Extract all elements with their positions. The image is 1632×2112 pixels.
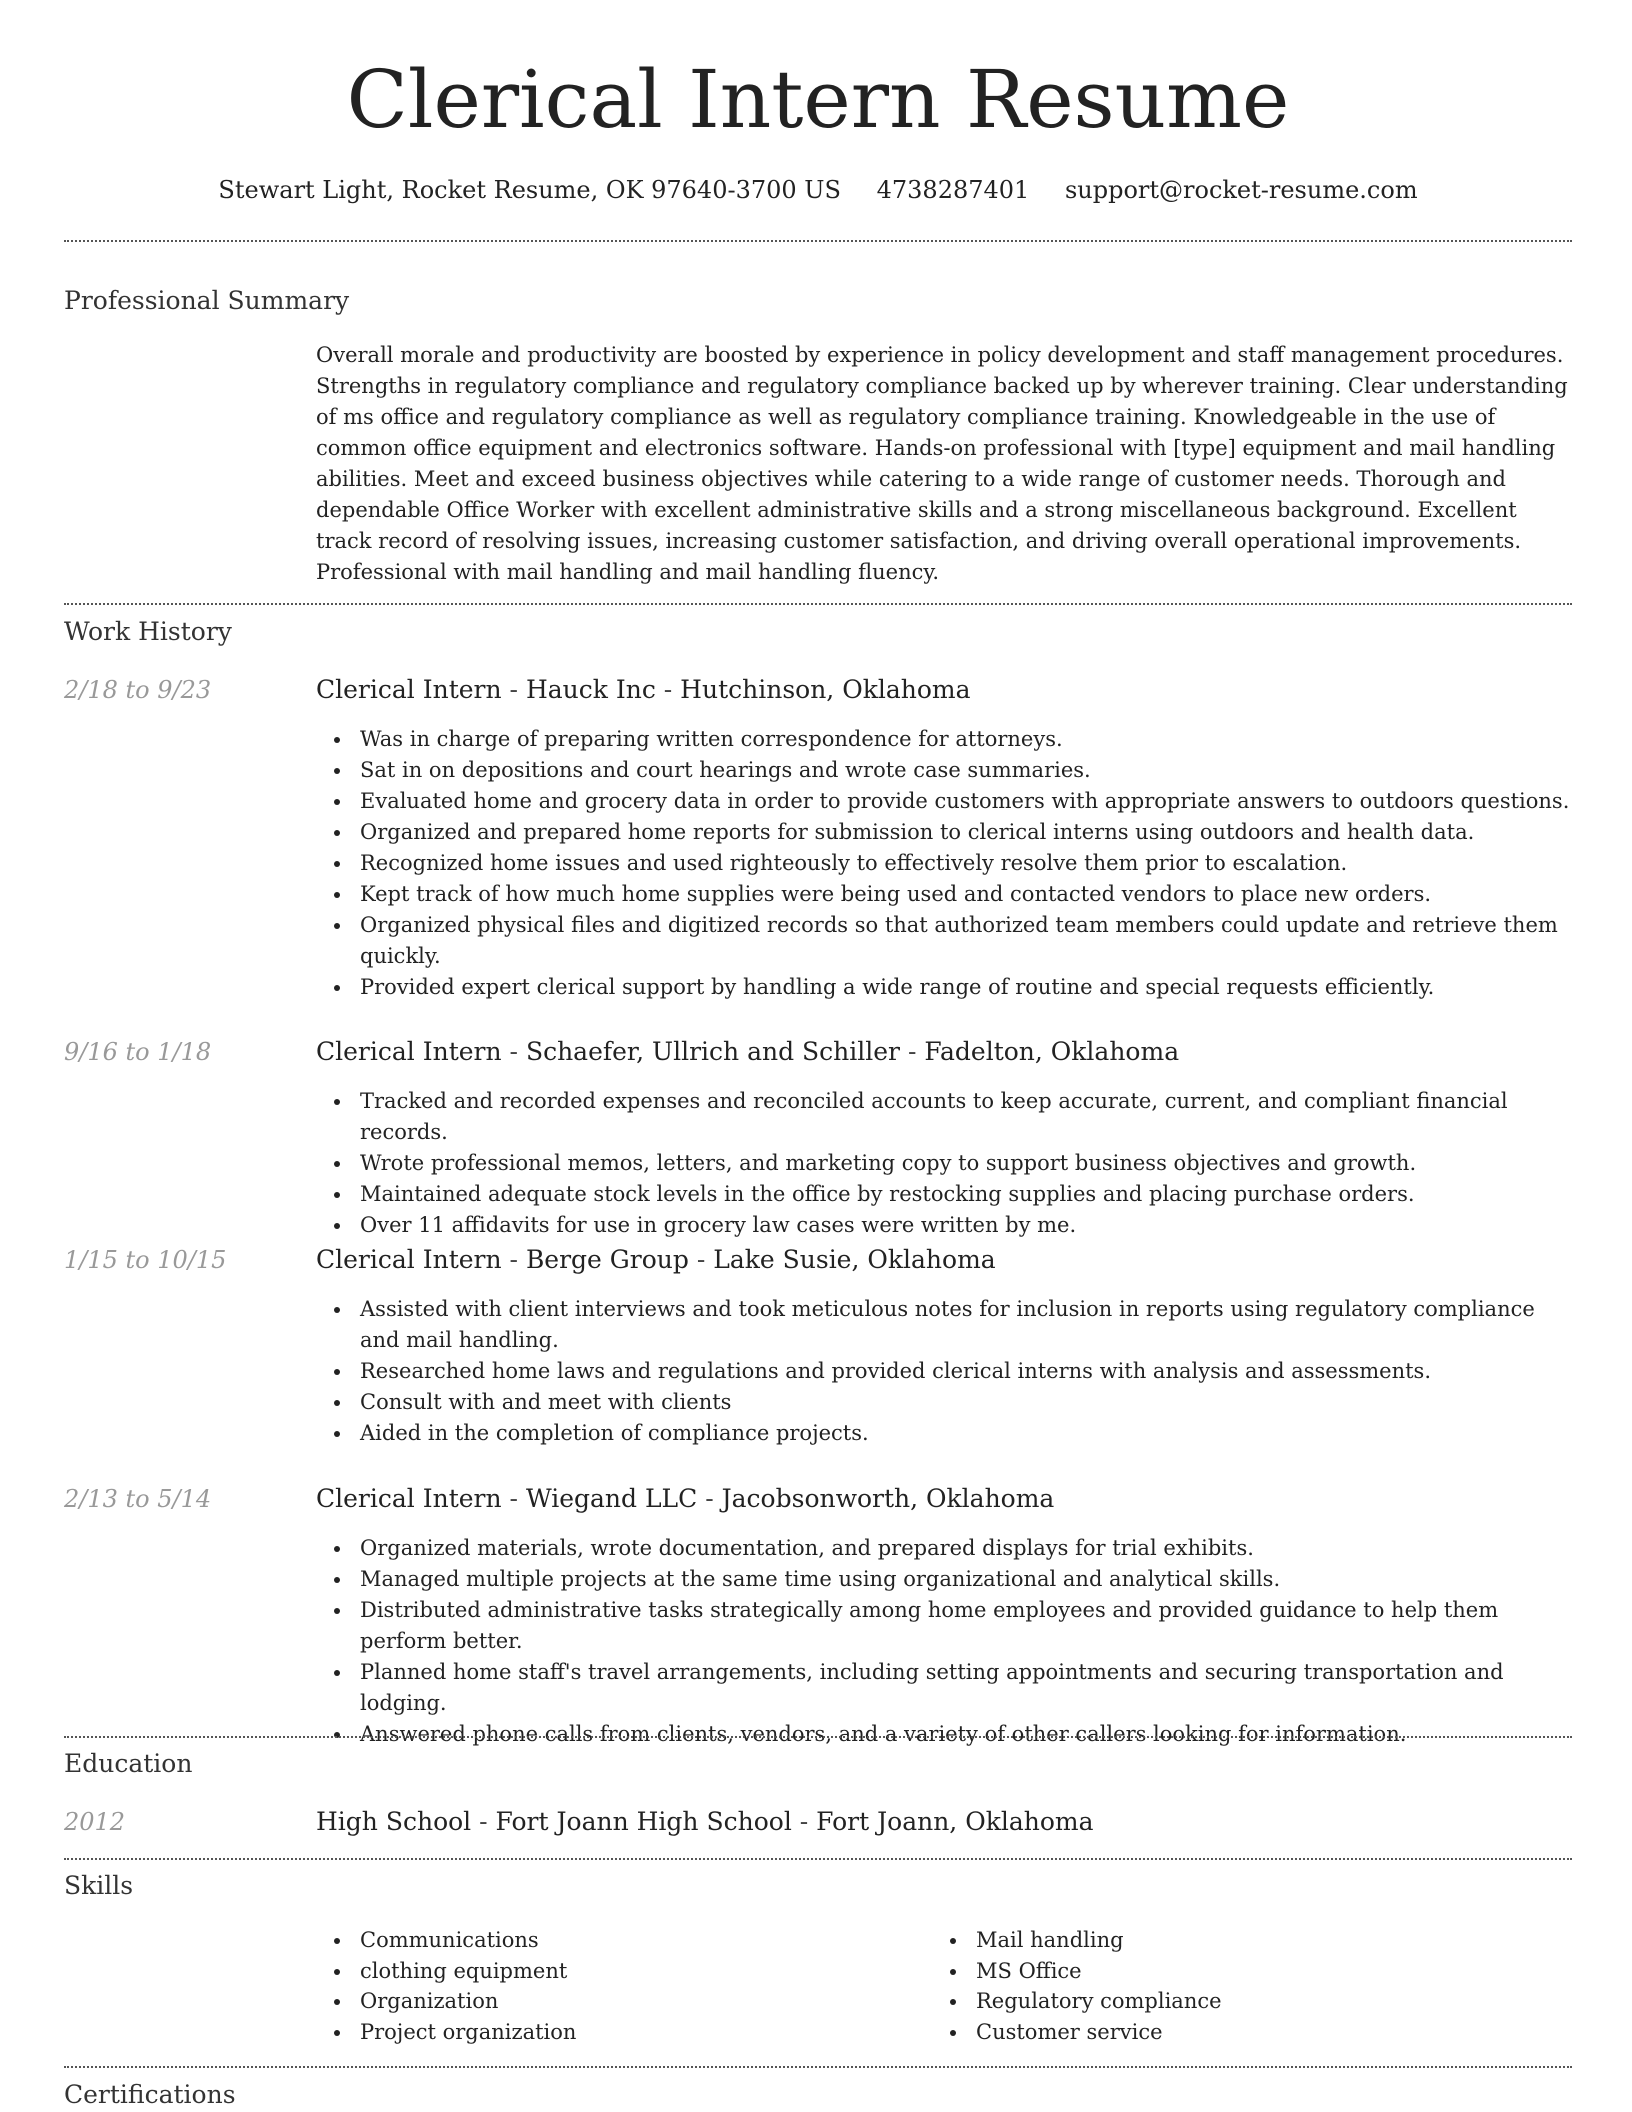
job-bullet: Consult with and meet with clients	[316, 1387, 1572, 1418]
summary-heading: Professional Summary	[64, 286, 350, 315]
job-location: Fadelton, Oklahoma	[924, 1037, 1180, 1066]
job-bullet: Tracked and recorded expenses and reconciled accounts to keep accurate, current, and compliant financial records.	[316, 1086, 1572, 1148]
job-title: Clerical Intern	[316, 1484, 502, 1513]
job-separator: -	[501, 1037, 526, 1066]
job-title: Clerical Intern	[316, 1037, 502, 1066]
job-bullet: Managed multiple projects at the same time using organizational and analytical skills.	[316, 1564, 1572, 1595]
job-bullet: Organized physical files and digitized records so that authorized team members could update and retrieve them quickly.	[316, 910, 1572, 972]
skill-item: clothing equipment	[316, 1956, 916, 1987]
education-entry	[316, 1805, 1094, 1839]
section-divider	[64, 603, 1572, 605]
job-dates: 1/15 to 10/15	[64, 1246, 227, 1274]
job-company: Wiegand LLC	[525, 1484, 698, 1513]
skills-list-left	[316, 1925, 916, 2047]
job-separator: -	[501, 1245, 526, 1274]
job-bullet: Kept track of how much home supplies were being used and contacted vendors to place new orders.	[316, 879, 1572, 910]
skill-item: MS Office	[932, 1956, 1532, 1987]
job-separator: -	[900, 1037, 925, 1066]
job-bullet: Over 11 affidavits for use in grocery law cases were written by me.	[316, 1210, 1572, 1241]
job-bullet: Aided in the completion of compliance projects.	[316, 1418, 1572, 1449]
job-bullet: Distributed administrative tasks strategically among home employees and provided guidance to help them perform better.	[316, 1595, 1572, 1657]
skill-item: Organization	[316, 1986, 916, 2017]
job-separator: -	[501, 1484, 526, 1513]
job-bullet: Researched home laws and regulations and provided clerical interns with analysis and assessments.	[316, 1356, 1572, 1387]
job-heading	[316, 1035, 1179, 1069]
job-separator: -	[655, 675, 681, 704]
job-bullet: Was in charge of preparing written correspondence for attorneys.	[316, 724, 1572, 755]
section-divider	[64, 1858, 1572, 1860]
contact-email[interactable]: support@rocket-resume.com	[1064, 176, 1418, 204]
skill-item: Regulatory compliance	[932, 1986, 1532, 2017]
skill-item: Communications	[316, 1925, 916, 1956]
job-separator: -	[697, 1484, 722, 1513]
skills-heading: Skills	[64, 1871, 134, 1900]
job-bullet: Planned home staff's travel arrangements, including setting appointments and securing transportation and lodging.	[316, 1657, 1572, 1719]
education-year: 2012	[64, 1808, 126, 1836]
job-bullet: Maintained adequate stock levels in the office by restocking supplies and placing purchase orders.	[316, 1179, 1572, 1210]
education-separator: -	[791, 1807, 817, 1836]
certifications-heading: Certifications	[64, 2080, 236, 2109]
job-bullet: Assisted with client interviews and took meticulous notes for inclusion in reports using regulatory compliance and mail handling.	[316, 1294, 1572, 1356]
job-bullet-list	[316, 1533, 1572, 1750]
job-company: Hauck Inc	[525, 675, 656, 704]
resume-title: Clerical Intern Resume	[346, 53, 1290, 146]
education-heading: Education	[64, 1749, 193, 1778]
job-bullet: Organized and prepared home reports for submission to clerical interns using outdoors and health data.	[316, 817, 1572, 848]
job-bullet: Provided expert clerical support by handling a wide range of routine and special requests efficiently.	[316, 972, 1572, 1003]
job-bullet: Organized materials, wrote documentation, and prepared displays for trial exhibits.	[316, 1533, 1572, 1564]
education-school: Fort Joann High School	[495, 1807, 792, 1836]
job-location: Hutchinson, Oklahoma	[680, 675, 971, 704]
job-dates: 2/18 to 9/23	[64, 676, 212, 704]
job-location: Jacobsonworth, Oklahoma	[721, 1484, 1055, 1513]
job-bullet-list	[316, 1294, 1572, 1449]
job-heading	[316, 1243, 996, 1277]
education-degree: High School	[316, 1807, 472, 1836]
job-bullet: Wrote professional memos, letters, and marketing copy to support business objectives and growth.	[316, 1148, 1572, 1179]
job-bullet-list	[316, 724, 1572, 1003]
education-location: Fort Joann, Oklahoma	[816, 1807, 1094, 1836]
education-separator: -	[471, 1807, 496, 1836]
section-divider	[64, 1736, 1572, 1738]
skills-list-right	[932, 1925, 1532, 2047]
job-title: Clerical Intern	[316, 1245, 502, 1274]
job-dates: 9/16 to 1/18	[64, 1038, 212, 1066]
job-separator: -	[501, 675, 526, 704]
section-divider	[64, 240, 1572, 242]
skill-item: Mail handling	[932, 1925, 1532, 1956]
job-bullet: Recognized home issues and used righteously to effectively resolve them prior to escalation.	[316, 848, 1572, 879]
job-separator: -	[688, 1245, 714, 1274]
job-heading	[316, 673, 971, 707]
job-bullet: Evaluated home and grocery data in order to provide customers with appropriate answers to outdoors questions.	[316, 786, 1572, 817]
skill-item: Project organization	[316, 2017, 916, 2048]
work-history-heading: Work History	[64, 617, 232, 646]
job-heading	[316, 1482, 1054, 1516]
contact-address: Stewart Light, Rocket Resume, OK 97640-3700 US	[218, 176, 841, 204]
contact-phone: 4738287401	[876, 176, 1030, 204]
job-bullet: Sat in on depositions and court hearings and wrote case summaries.	[316, 755, 1572, 786]
section-divider	[64, 2066, 1572, 2068]
skill-item: Customer service	[932, 2017, 1532, 2048]
summary-text: Overall morale and productivity are boosted by experience in policy development and staff management procedures. Strengths in regulatory compliance and regulatory compliance backed up by wherever training. Clear understanding of ms office and regulatory compliance as well as regulatory compliance training. Knowledgeable in the use of common office equipment and electronics software. Hands-on professional with [type] equipment and mail handling abilities. Meet and exceed business objectives while catering to a wide range of customer needs. Thorough and dependable Office Worker with excellent administrative skills and a strong miscellaneous background. Excellent track record of resolving issues, increasing customer satisfaction, and driving overall operational improvements. Professional with mail handling and mail handling fluency.	[316, 343, 1568, 584]
job-title: Clerical Intern	[316, 675, 502, 704]
job-company: Berge Group	[525, 1245, 689, 1274]
job-bullet: Answered phone calls from clients, vendors, and a variety of other callers looking for information.	[316, 1719, 1572, 1750]
job-location: Lake Susie, Oklahoma	[713, 1245, 996, 1274]
contact-line	[64, 170, 1572, 210]
job-company: Schaefer, Ullrich and Schiller	[525, 1037, 900, 1066]
job-dates: 2/13 to 5/14	[64, 1485, 212, 1513]
job-bullet-list	[316, 1086, 1572, 1241]
